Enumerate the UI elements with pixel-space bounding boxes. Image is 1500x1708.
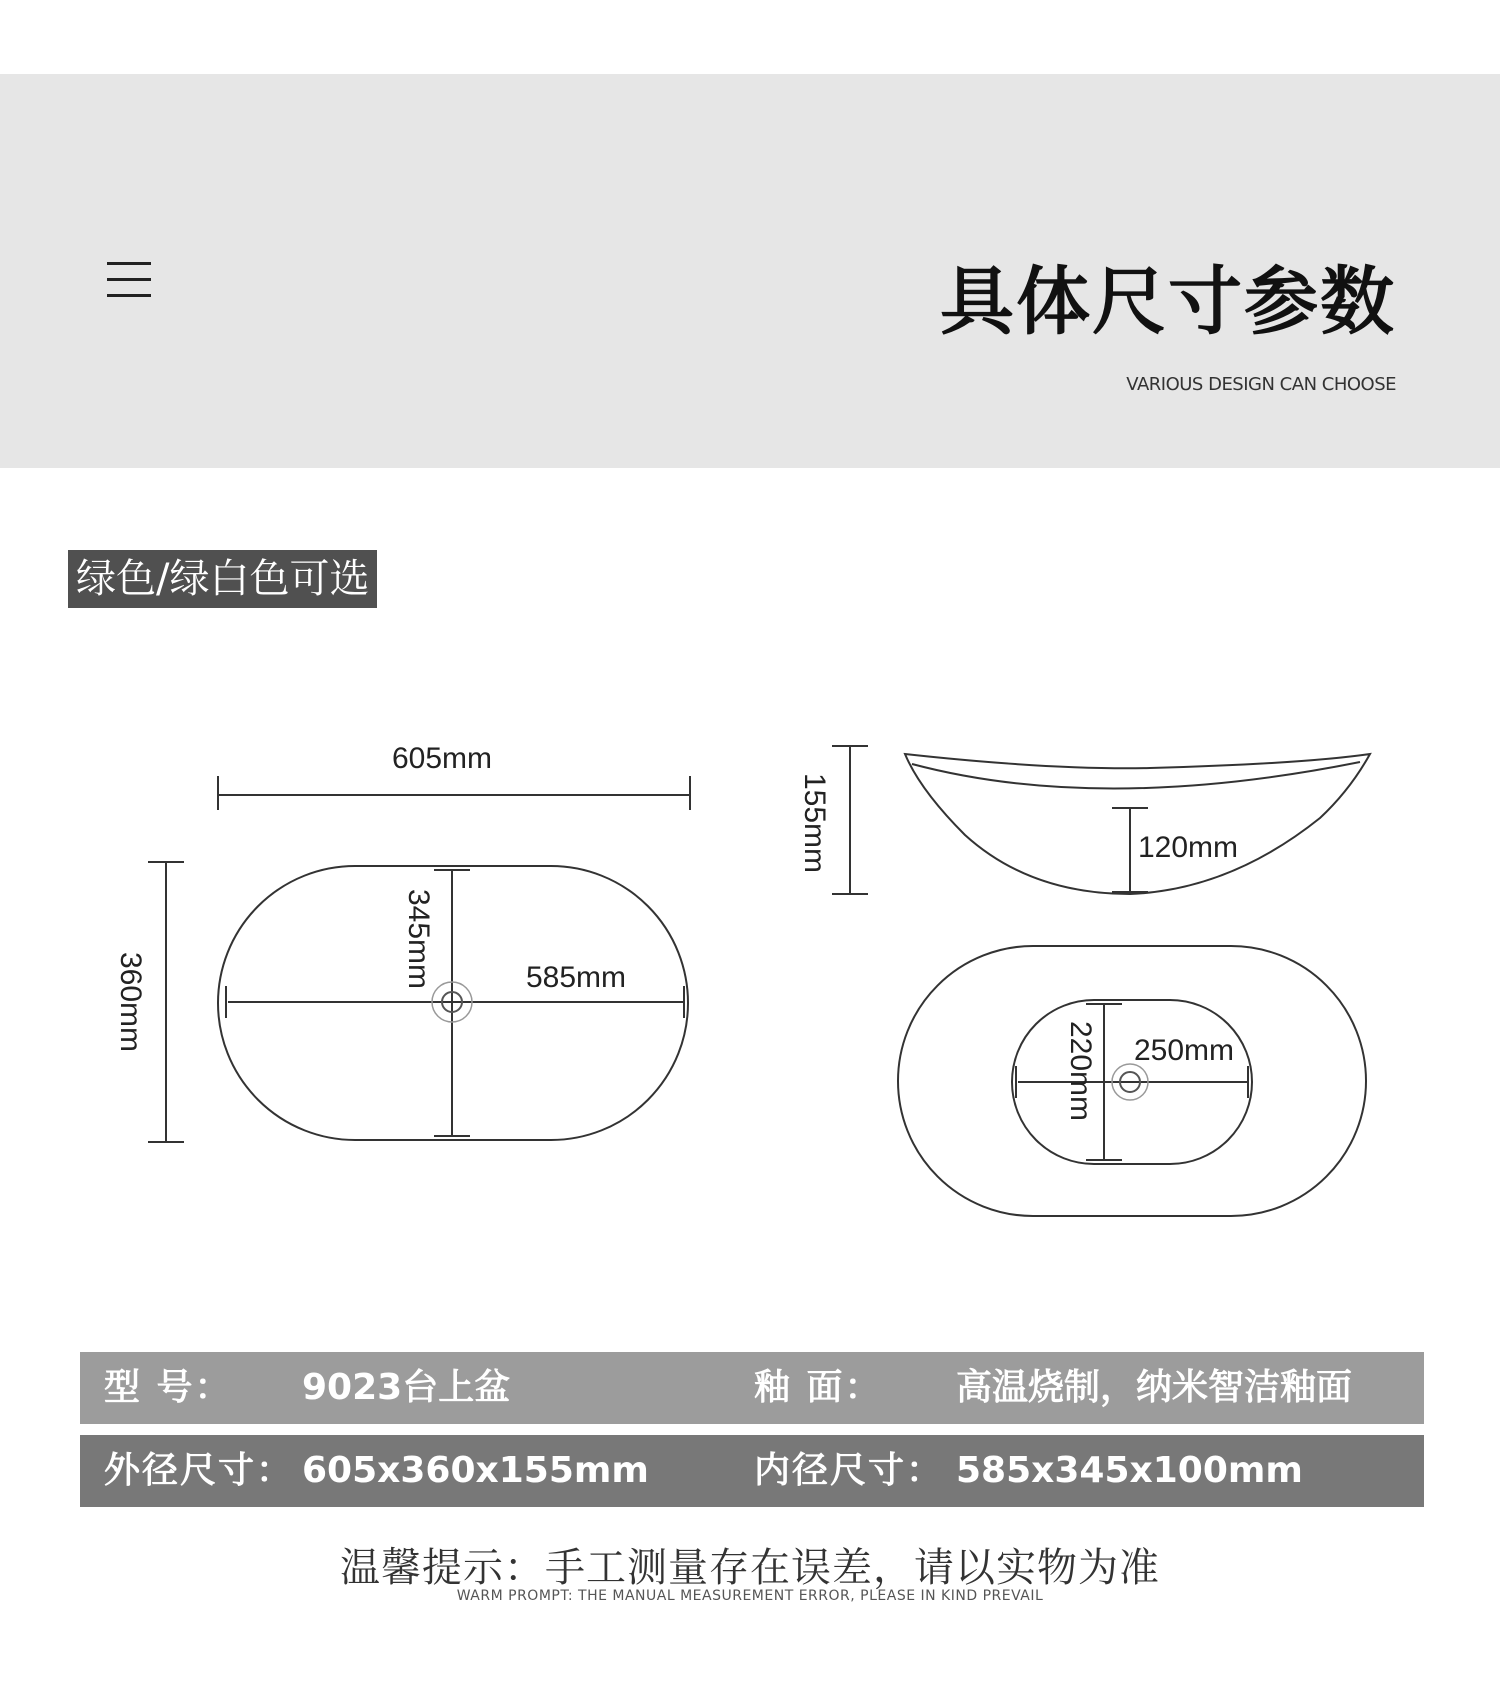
dim-label-345: 345mm: [402, 888, 436, 990]
outer-size-label: 外径尺寸：: [104, 1450, 295, 1491]
page-title: 具体尺寸参数: [940, 259, 1396, 345]
dim-label-250: 250mm: [1134, 1034, 1235, 1067]
glaze-label: 釉 面：: [754, 1367, 883, 1408]
inner-size-label: 内径尺寸：: [754, 1450, 945, 1491]
warm-notice-cn: 温馨提示：手工测量存在误差，请以实物为准: [340, 1545, 1160, 1591]
side-view-outline: [905, 754, 1370, 894]
dim-label-585: 585mm: [526, 961, 627, 994]
page-subtitle: VARIOUS DESIGN CAN CHOOSE: [1126, 374, 1396, 395]
outer-size-value: 605x360x155mm: [302, 1450, 649, 1491]
spec-row-size: [80, 1435, 1424, 1507]
dim-label-120: 120mm: [1138, 831, 1239, 864]
model-label: 型 号：: [104, 1367, 233, 1408]
side-view-rim: [912, 762, 1360, 789]
dim-label-155: 155mm: [798, 772, 832, 874]
model-value: 9023台上盆: [302, 1367, 511, 1408]
glaze-value: 高温烧制，纳米智洁釉面: [956, 1367, 1353, 1408]
spec-row-model: [80, 1352, 1424, 1424]
warm-notice-en: WARM PROMPT: THE MANUAL MEASUREMENT ERROR, PLEASE IN KIND PREVAIL: [456, 1588, 1044, 1604]
color-option-tag: 绿色/绿白色可选: [68, 550, 377, 608]
dim-label-220: 220mm: [1064, 1020, 1098, 1122]
inner-size-value: 585x345x100mm: [956, 1450, 1303, 1491]
dim-label-360: 360mm: [114, 951, 148, 1053]
dim-label-605: 605mm: [392, 742, 493, 775]
